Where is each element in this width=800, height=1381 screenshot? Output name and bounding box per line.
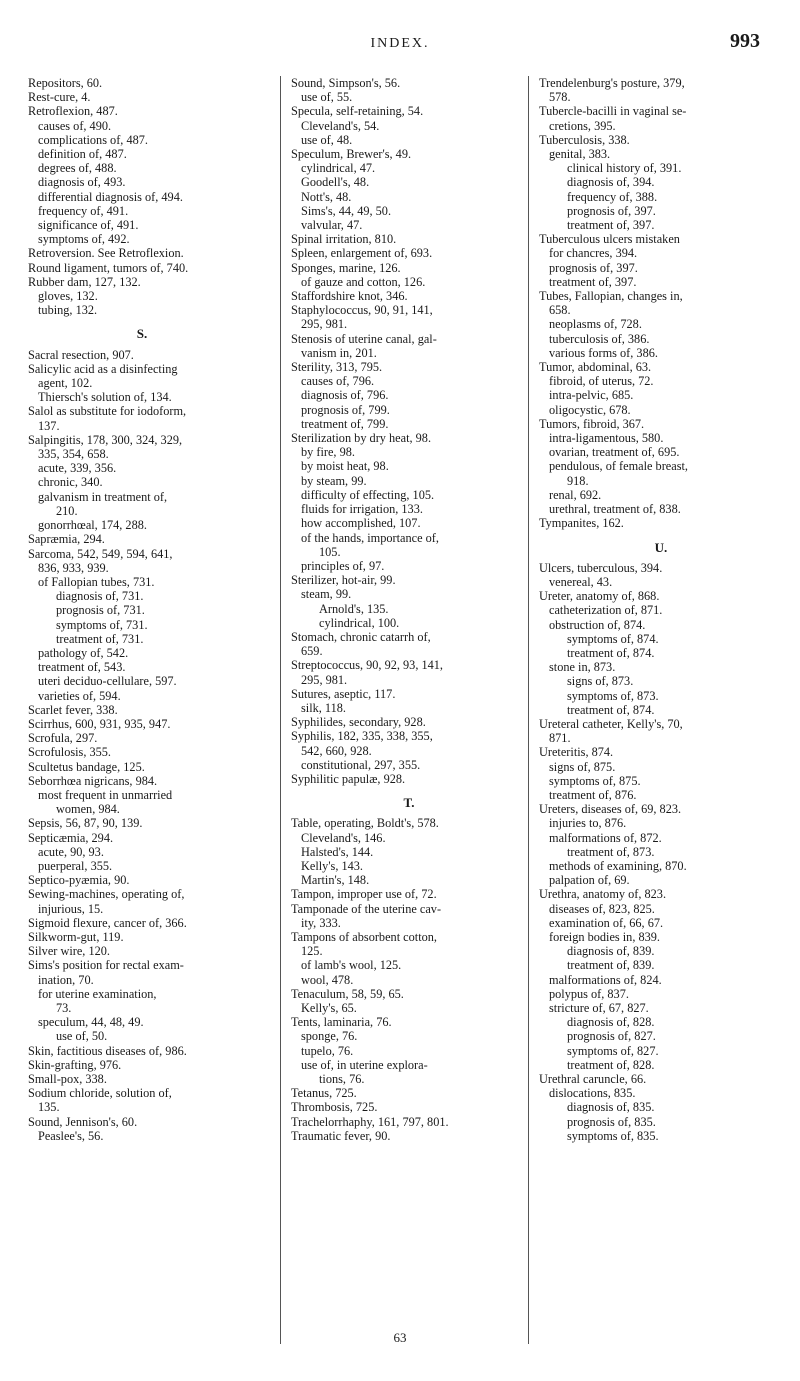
index-subentry: diagnosis of, 828. [567, 1015, 655, 1030]
index-subentry: fibroid, of uterus, 72. [549, 374, 654, 389]
index-subentry: 295, 981. [301, 317, 348, 332]
index-subentry: symptoms of, 731. [56, 617, 148, 632]
index-subentry: differential diagnosis of, 494. [38, 189, 183, 204]
index-subentry: Kelly's, 143. [301, 858, 363, 873]
index-subentry: diagnosis of, 493. [38, 175, 126, 190]
index-subentry: malformations of, 824. [549, 972, 662, 987]
index-subentry: valvular, 47. [301, 218, 363, 233]
index-subentry: 578. [549, 90, 571, 105]
index-subentry: sponge, 76. [301, 1029, 358, 1044]
index-entry: Trendelenburg's posture, 379, [539, 76, 685, 90]
index-entry: Table, operating, Boldt's, 578. [291, 816, 439, 831]
index-subentry: complications of, 487. [38, 132, 148, 147]
index-subentry: significance of, 491. [38, 218, 139, 233]
index-subentry: prognosis of, 397. [549, 260, 638, 275]
index-subentry: degrees of, 488. [38, 161, 117, 176]
index-entry: Tampon, improper use of, 72. [291, 887, 437, 902]
index-subentry: dislocations, 835. [549, 1086, 636, 1101]
index-subentry: 137. [38, 418, 60, 433]
index-subentry: difficulty of effecting, 105. [301, 487, 435, 502]
index-entry: Staffordshire knot, 346. [291, 289, 408, 304]
index-entry: Syphilis, 182, 335, 338, 355, [291, 729, 433, 744]
index-entry: Retroflexion, 487. [28, 104, 118, 119]
index-subentry: intra-pelvic, 685. [549, 388, 634, 403]
index-subentry: symptoms of, 873. [567, 688, 659, 703]
index-subentry: by steam, 99. [301, 473, 367, 488]
section-letter: S. [136, 326, 148, 342]
index-entry: Stenosis of uterine canal, gal- [291, 331, 437, 346]
index-subentry: for chancres, 394. [549, 246, 638, 261]
index-entry: Ureteral catheter, Kelly's, 70, [539, 716, 683, 731]
index-subentry: prognosis of, 827. [567, 1029, 656, 1044]
index-subentry: for uterine examination, [38, 986, 157, 1001]
index-entry: Round ligament, tumors of, 740. [28, 260, 189, 275]
index-subentry: diagnosis of, 394. [567, 175, 655, 190]
index-entry: Trachelorrhaphy, 161, 797, 801. [291, 1114, 449, 1129]
index-subentry: prognosis of, 397. [567, 203, 656, 218]
index-entry: Sterility, 313, 795. [291, 360, 383, 375]
index-subentry: 836, 933, 939. [38, 560, 109, 575]
index-subentry: varieties of, 594. [38, 688, 121, 703]
index-subentry: renal, 692. [549, 487, 602, 502]
index-subentry: by fire, 98. [301, 445, 355, 460]
index-column-2 [280, 76, 527, 1344]
index-columns [28, 76, 780, 1346]
index-subentry: stone in, 873. [549, 660, 616, 675]
index-entry: Tuberculous ulcers mistaken [539, 232, 680, 247]
index-entry: Sigmoid flexure, cancer of, 366. [28, 915, 187, 930]
index-subentry: by moist heat, 98. [301, 459, 389, 474]
index-entry: Sutures, aseptic, 117. [291, 686, 396, 701]
index-subentry: use of, 48. [301, 132, 353, 147]
index-entry: Tents, laminaria, 76. [291, 1015, 392, 1030]
index-entry: Tumor, abdominal, 63. [539, 360, 652, 375]
index-subentry: 135. [38, 1100, 60, 1115]
index-entry: Small-pox, 338. [28, 1072, 107, 1087]
index-subentry: neoplasms of, 728. [549, 317, 642, 332]
index-subentry: use of, in uterine explora- [301, 1057, 428, 1072]
index-subentry: treatment of, 828. [567, 1057, 655, 1072]
index-subentry: 659. [301, 644, 323, 659]
index-subentry: treatment of, 874. [567, 645, 655, 660]
index-entry: Septicæmia, 294. [28, 830, 114, 845]
index-entry: Ulcers, tuberculous, 394. [539, 560, 663, 575]
index-subentry: diagnosis of, 839. [567, 944, 655, 959]
index-entry: Sacral resection, 907. [28, 347, 134, 362]
index-subentry: acute, 90, 93. [38, 844, 104, 859]
index-entry: Traumatic fever, 90. [291, 1128, 391, 1143]
index-subentry: puerperal, 355. [38, 858, 113, 873]
index-entry: Streptococcus, 90, 92, 93, 141, [291, 658, 443, 673]
index-subentry: most frequent in unmarried [38, 787, 173, 802]
index-subentry: Cleveland's, 146. [301, 830, 386, 845]
index-subentry: Halsted's, 144. [301, 844, 374, 859]
index-subentry: 658. [549, 303, 571, 318]
index-subentry: tubing, 132. [38, 303, 98, 318]
index-subentry: obstruction of, 874. [549, 617, 646, 632]
index-subentry: women, 984. [56, 802, 120, 817]
index-subentry: injuries to, 876. [549, 816, 627, 831]
index-subentry: genital, 383. [549, 147, 611, 162]
index-subentry: how accomplished, 107. [301, 516, 421, 531]
index-subentry: fluids for irrigation, 133. [301, 502, 423, 517]
index-subentry: tupelo, 76. [301, 1043, 354, 1058]
index-subentry: clinical history of, 391. [567, 161, 682, 176]
index-entry: Sapræmia, 294. [28, 532, 105, 547]
index-entry: Spinal irritation, 810. [291, 232, 397, 247]
index-entry: Tubercle-bacilli in vaginal se- [539, 104, 687, 119]
index-entry: Skin-grafting, 976. [28, 1057, 122, 1072]
index-entry: Stomach, chronic catarrh of, [291, 629, 431, 644]
index-subentry: Martin's, 148. [301, 873, 370, 888]
index-subentry: treatment of, 874. [567, 702, 655, 717]
index-entry: Sterilizer, hot-air, 99. [291, 573, 396, 588]
index-subentry: definition of, 487. [38, 147, 127, 162]
index-subentry: agent, 102. [38, 376, 93, 391]
index-entry: Seborrhœa nigricans, 984. [28, 773, 158, 788]
index-subentry: principles of, 97. [301, 558, 385, 573]
index-entry: Scrofulosis, 355. [28, 745, 112, 760]
index-subentry: wool, 478. [301, 972, 354, 987]
index-subentry: 871. [549, 731, 571, 746]
index-subentry: 542, 660, 928. [301, 743, 372, 758]
index-subentry: injurious, 15. [38, 901, 104, 916]
index-entry: Tubes, Fallopian, changes in, [539, 289, 683, 304]
index-subentry: catheterization of, 871. [549, 603, 663, 618]
index-entry: Sarcoma, 542, 549, 594, 641, [28, 546, 173, 561]
index-entry: Repositors, 60. [28, 76, 103, 90]
index-entry: Sound, Jennison's, 60. [28, 1114, 138, 1129]
index-entry: Salicylic acid as a disinfecting [28, 361, 178, 376]
index-subentry: silk, 118. [301, 700, 346, 715]
index-subentry: pathology of, 542. [38, 645, 129, 660]
index-subentry: treatment of, 731. [56, 631, 144, 646]
index-subentry: constitutional, 297, 355. [301, 757, 421, 772]
index-subentry: Kelly's, 65. [301, 1001, 357, 1015]
index-entry: Ureters, diseases of, 69, 823. [539, 802, 682, 817]
index-entry: Sterilization by dry heat, 98. [291, 431, 432, 446]
index-subentry: steam, 99. [301, 587, 352, 602]
index-subentry: treatment of, 397. [549, 274, 637, 289]
index-subentry: of gauze and cotton, 126. [301, 274, 426, 289]
index-subentry: Peaslee's, 56. [38, 1128, 104, 1143]
index-entry: Staphylococcus, 90, 91, 141, [291, 303, 433, 318]
index-subentry: vanism in, 201. [301, 345, 377, 360]
index-entry: Tympanites, 162. [539, 516, 624, 531]
index-entry: Sodium chloride, solution of, [28, 1086, 172, 1101]
index-entry: Ureter, anatomy of, 868. [539, 589, 660, 604]
index-subentry: treatment of, 799. [301, 416, 389, 431]
index-subentry: treatment of, 397. [567, 218, 655, 233]
index-subentry: cylindrical, 100. [319, 615, 400, 630]
index-subentry: tuberculosis of, 386. [549, 331, 650, 346]
index-subentry: treatment of, 839. [567, 958, 655, 973]
index-entry: Sims's position for rectal exam- [28, 958, 184, 973]
index-entry: Scultetus bandage, 125. [28, 759, 145, 774]
index-subentry: treatment of, 543. [38, 660, 126, 675]
index-subentry: 335, 354, 658. [38, 447, 109, 462]
index-subentry: of lamb's wool, 125. [301, 958, 402, 973]
index-subentry: use of, 50. [56, 1029, 108, 1044]
index-subentry: gloves, 132. [38, 289, 98, 304]
index-subentry: 210. [56, 503, 78, 518]
index-entry: Salol as substitute for iodoform, [28, 404, 187, 419]
index-entry: Rest-cure, 4. [28, 90, 91, 105]
index-entry: Septico-pyæmia, 90. [28, 873, 130, 888]
index-subentry: ity, 333. [301, 915, 341, 930]
index-entry: Tenaculum, 58, 59, 65. [291, 986, 404, 1001]
index-subentry: various forms of, 386. [549, 345, 658, 360]
index-subentry: Cleveland's, 54. [301, 118, 380, 133]
index-entry: Sponges, marine, 126. [291, 260, 401, 275]
index-entry: Tuberculosis, 338. [539, 132, 630, 147]
index-entry: Rubber dam, 127, 132. [28, 274, 141, 289]
index-subentry: acute, 339, 356. [38, 461, 117, 476]
index-subentry: Goodell's, 48. [301, 175, 370, 190]
index-subentry: galvanism in treatment of, [38, 489, 168, 504]
index-subentry: pendulous, of female breast, [549, 459, 688, 474]
index-subentry: tions, 76. [319, 1072, 365, 1087]
index-subentry: treatment of, 873. [567, 844, 655, 859]
index-subentry: symptoms of, 492. [38, 232, 130, 247]
index-entry: Sewing-machines, operating of, [28, 887, 185, 902]
index-entry: Silver wire, 120. [28, 944, 110, 959]
index-subentry: of the hands, importance of, [301, 530, 439, 545]
index-subentry: Thiersch's solution of, 134. [38, 390, 172, 405]
index-subentry: cretions, 395. [549, 118, 616, 133]
index-subentry: Arnold's, 135. [319, 601, 389, 616]
index-entry: Tamponade of the uterine cav- [291, 901, 442, 916]
index-entry: Tumors, fibroid, 367. [539, 416, 645, 431]
index-subentry: ovarian, treatment of, 695. [549, 445, 680, 460]
index-subentry: polypus of, 837. [549, 986, 629, 1001]
index-entry: Syphilitic papulæ, 928. [291, 771, 406, 786]
index-subentry: diagnosis of, 731. [56, 589, 144, 604]
index-column-1 [28, 76, 256, 1344]
index-subentry: palpation of, 69. [549, 873, 630, 888]
index-subentry: use of, 55. [301, 90, 353, 105]
index-subentry: venereal, 43. [549, 574, 613, 589]
index-subentry: prognosis of, 799. [301, 402, 390, 417]
index-entry: Thrombosis, 725. [291, 1100, 378, 1115]
index-entry: Retroversion. See Retroflexion. [28, 246, 184, 261]
index-subentry: cylindrical, 47. [301, 161, 376, 176]
index-subentry: frequency of, 491. [38, 203, 129, 218]
page-header [0, 0, 800, 60]
page-number: 993 [730, 30, 760, 52]
index-subentry: signs of, 875. [549, 759, 616, 774]
index-subentry: ination, 70. [38, 972, 94, 987]
section-letter: U. [654, 539, 668, 555]
index-subentry: symptoms of, 874. [567, 631, 659, 646]
index-entry: Specula, self-retaining, 54. [291, 104, 424, 119]
index-column-3 [528, 76, 783, 1344]
index-subentry: diagnosis of, 796. [301, 388, 389, 403]
index-subentry: Nott's, 48. [301, 189, 352, 204]
index-entry: Urethral caruncle, 66. [539, 1072, 647, 1087]
index-subentry: prognosis of, 731. [56, 603, 145, 618]
index-subentry: speculum, 44, 48, 49. [38, 1015, 144, 1030]
index-subentry: of Fallopian tubes, 731. [38, 574, 155, 589]
index-entry: Salpingitis, 178, 300, 324, 329, [28, 432, 183, 447]
signature-mark: 63 [393, 1330, 407, 1345]
index-subentry: urethral, treatment of, 838. [549, 502, 681, 517]
index-subentry: 918. [567, 473, 589, 488]
index-subentry: symptoms of, 827. [567, 1043, 659, 1058]
index-entry: Syphilides, secondary, 928. [291, 715, 426, 730]
index-subentry: diseases of, 823, 825. [549, 901, 655, 916]
index-subentry: diagnosis of, 835. [567, 1100, 655, 1115]
running-title: INDEX. [370, 36, 430, 51]
index-entry: Tetanus, 725. [291, 1086, 357, 1101]
index-entry: Tampons of absorbent cotton, [291, 929, 437, 944]
index-entry: Spleen, enlargement of, 693. [291, 246, 433, 261]
index-subentry: frequency of, 388. [567, 189, 658, 204]
index-entry: Scarlet fever, 338. [28, 702, 118, 717]
index-subentry: symptoms of, 875. [549, 773, 641, 788]
index-subentry: stricture of, 67, 827. [549, 1001, 649, 1015]
index-entry: Urethra, anatomy of, 823. [539, 887, 667, 902]
index-subentry: oligocystic, 678. [549, 402, 631, 417]
index-subentry: examination of, 66, 67. [549, 915, 664, 930]
index-subentry: treatment of, 876. [549, 787, 637, 802]
index-entry: Ureteritis, 874. [539, 745, 614, 760]
index-subentry: foreign bodies in, 839. [549, 929, 660, 944]
index-subentry: signs of, 873. [567, 674, 634, 689]
index-subentry: 73. [56, 1001, 72, 1015]
index-subentry: methods of examining, 870. [549, 858, 687, 873]
index-subentry: 105. [319, 544, 341, 559]
index-subentry: uteri deciduo-cellulare, 597. [38, 674, 177, 689]
index-entry: Speculum, Brewer's, 49. [291, 147, 412, 162]
section-letter: T. [403, 795, 415, 811]
index-subentry: causes of, 490. [38, 118, 112, 133]
index-entry: Silkworm-gut, 119. [28, 929, 124, 944]
index-subentry: causes of, 796. [301, 374, 375, 389]
index-subentry: symptoms of, 835. [567, 1128, 659, 1143]
index-subentry: malformations of, 872. [549, 830, 662, 845]
index-subentry: 295, 981. [301, 672, 348, 687]
index-subentry: Sims's, 44, 49, 50. [301, 203, 392, 218]
index-entry: Skin, factitious diseases of, 986. [28, 1043, 187, 1058]
index-subentry: 125. [301, 944, 323, 959]
index-entry: Scrofula, 297. [28, 731, 98, 746]
index-entry: Sepsis, 56, 87, 90, 139. [28, 816, 143, 831]
index-entry: Scirrhus, 600, 931, 935, 947. [28, 716, 171, 731]
index-subentry: gonorrhœal, 174, 288. [38, 518, 147, 533]
index-subentry: chronic, 340. [38, 475, 103, 490]
index-entry: Sound, Simpson's, 56. [291, 76, 401, 90]
index-subentry: prognosis of, 835. [567, 1114, 656, 1129]
index-subentry: intra-ligamentous, 580. [549, 431, 664, 446]
